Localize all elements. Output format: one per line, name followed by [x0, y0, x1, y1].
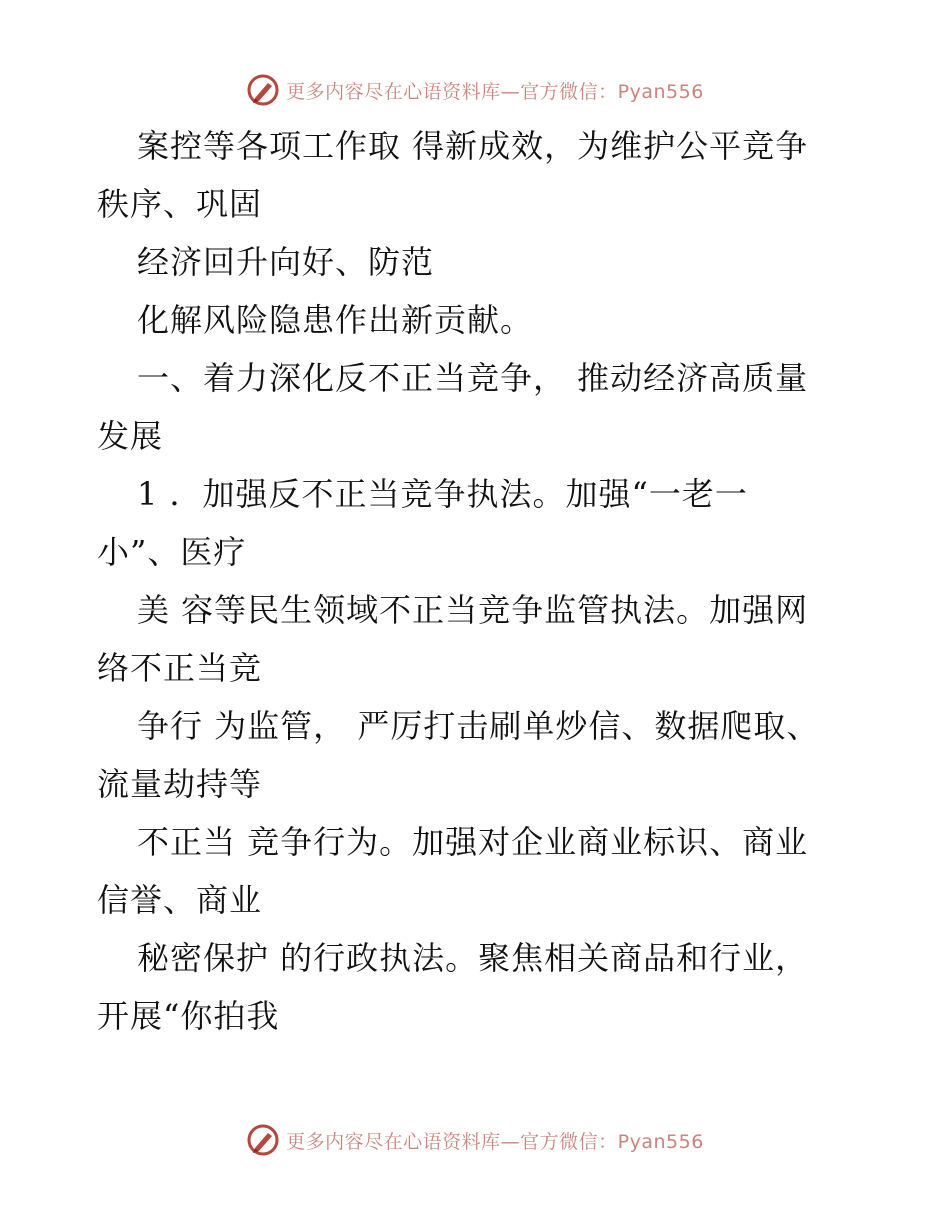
- text-line: 1 ．加强反不正当竞争执法。加强“一老一: [137, 475, 748, 513]
- text-line: 美 容等民生领域不正当竞争监管执法。加强网: [137, 591, 809, 629]
- text-line: 流量劫持等: [97, 765, 263, 803]
- header-watermark: [0, 70, 950, 110]
- watermark-text: 更多内容尽在心语资料库—官方微信：Pyan556: [286, 1130, 704, 1153]
- footer-watermark: [0, 1120, 950, 1160]
- text-line: 络不正当竞: [97, 649, 263, 687]
- text-line: 小”、医疗: [97, 533, 247, 571]
- text-line: 发展: [97, 417, 164, 455]
- document-body: [97, 117, 857, 1045]
- text-line: 经济回升向好、防范: [137, 243, 435, 281]
- pen-logo-icon: [246, 73, 280, 107]
- text-line: 案控等各项工作取 得新成效，为维护公平竞争: [137, 127, 809, 165]
- text-line: 秩序、巩固: [97, 185, 263, 223]
- pen-logo-icon: [246, 1123, 280, 1157]
- text-line: 开展“你拍我: [97, 997, 280, 1035]
- text-line: 一、着力深化反不正当竞争， 推动经济高质量: [137, 359, 809, 397]
- text-line: 不正当 竞争行为。加强对企业商业标识、商业: [137, 823, 809, 861]
- text-line: 争行 为监管， 严厉打击刷单炒信、数据爬取、: [137, 707, 820, 745]
- text-line: 秘密保护 的行政执法。聚焦相关商品和行业，: [137, 939, 809, 977]
- text-line: 信誉、商业: [97, 881, 263, 919]
- text-line: 化解风险隐患作出新贡献。: [137, 301, 534, 339]
- watermark-text: 更多内容尽在心语资料库—官方微信：Pyan556: [286, 80, 704, 103]
